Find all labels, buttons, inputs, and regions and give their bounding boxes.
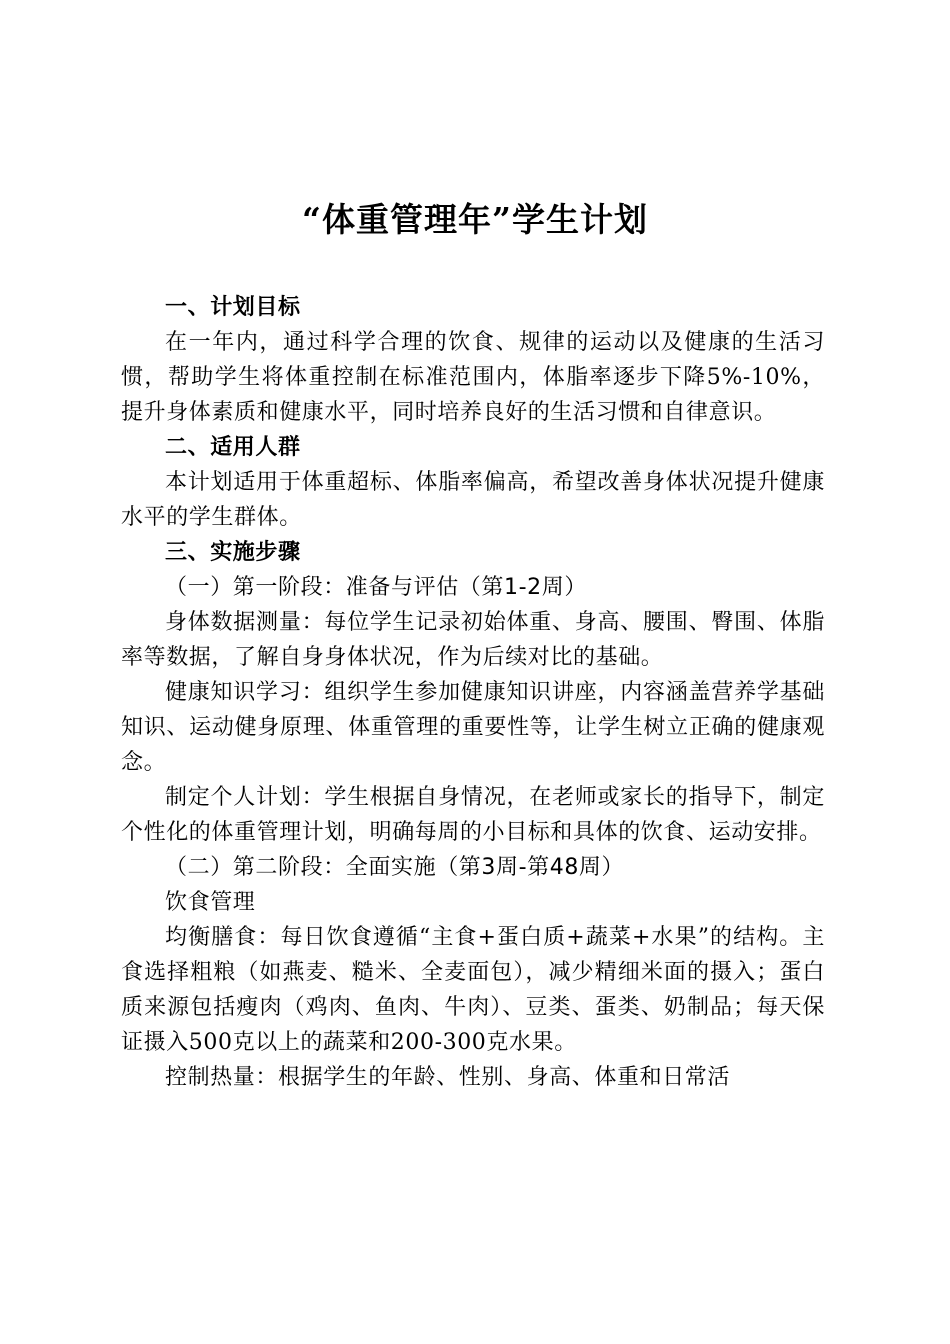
paragraph-health-knowledge: 健康知识学习：组织学生参加健康知识讲座，内容涵盖营养学基础知识、运动健身原理、体重管理的重要性等，让学生树立正确的健康观念。 (121, 680, 825, 775)
paragraph-audience: 本计划适用于体重超标、体脂率偏高，希望改善身体状况提升健康水平的学生群体。 (121, 470, 825, 530)
section-heading-goal: 一、计划目标 (165, 295, 301, 320)
subheading-stage-one: （一）第一阶段：准备与评估（第1-2周） (165, 575, 587, 600)
paragraph-goal: 在一年内，通过科学合理的饮食、规律的运动以及健康的生活习惯，帮助学生将体重控制在标准范围内，体脂率逐步下降5%-10%，提升身体素质和健康水平，同时培养良好的生活习惯和自律意识。 (121, 330, 825, 425)
paragraph-balanced-diet: 均衡膳食：每日饮食遵循“主食+蛋白质+蔬菜+水果”的结构。主食选择粗粮（如燕麦、糙米、全麦面包），减少精细米面的摄入；蛋白质来源包括瘦肉（鸡肉、鱼肉、牛肉）、豆类、蛋类、奶制品；每天保证摄入500克以上的蔬菜和200-300克水果。 (121, 925, 825, 1055)
paragraph-personal-plan: 制定个人计划：学生根据自身情况，在老师或家长的指导下，制定个性化的体重管理计划，明确每周的小目标和具体的饮食、运动安排。 (121, 785, 825, 845)
paragraph-body-measurement: 身体数据测量：每位学生记录初始体重、身高、腰围、臀围、体脂率等数据，了解自身身体状况，作为后续对比的基础。 (121, 610, 825, 670)
subheading-stage-two: （二）第二阶段：全面实施（第3周-第48周） (165, 855, 625, 880)
document-title: “体重管理年”学生计划 (302, 200, 648, 239)
document-body (121, 290, 825, 1095)
section-heading-steps: 三、实施步骤 (165, 540, 301, 565)
paragraph-calorie-control: 控制热量：根据学生的年龄、性别、身高、体重和日常活 (165, 1065, 731, 1090)
section-heading-audience: 二、适用人群 (165, 435, 301, 460)
label-diet-management: 饮食管理 (165, 890, 256, 915)
